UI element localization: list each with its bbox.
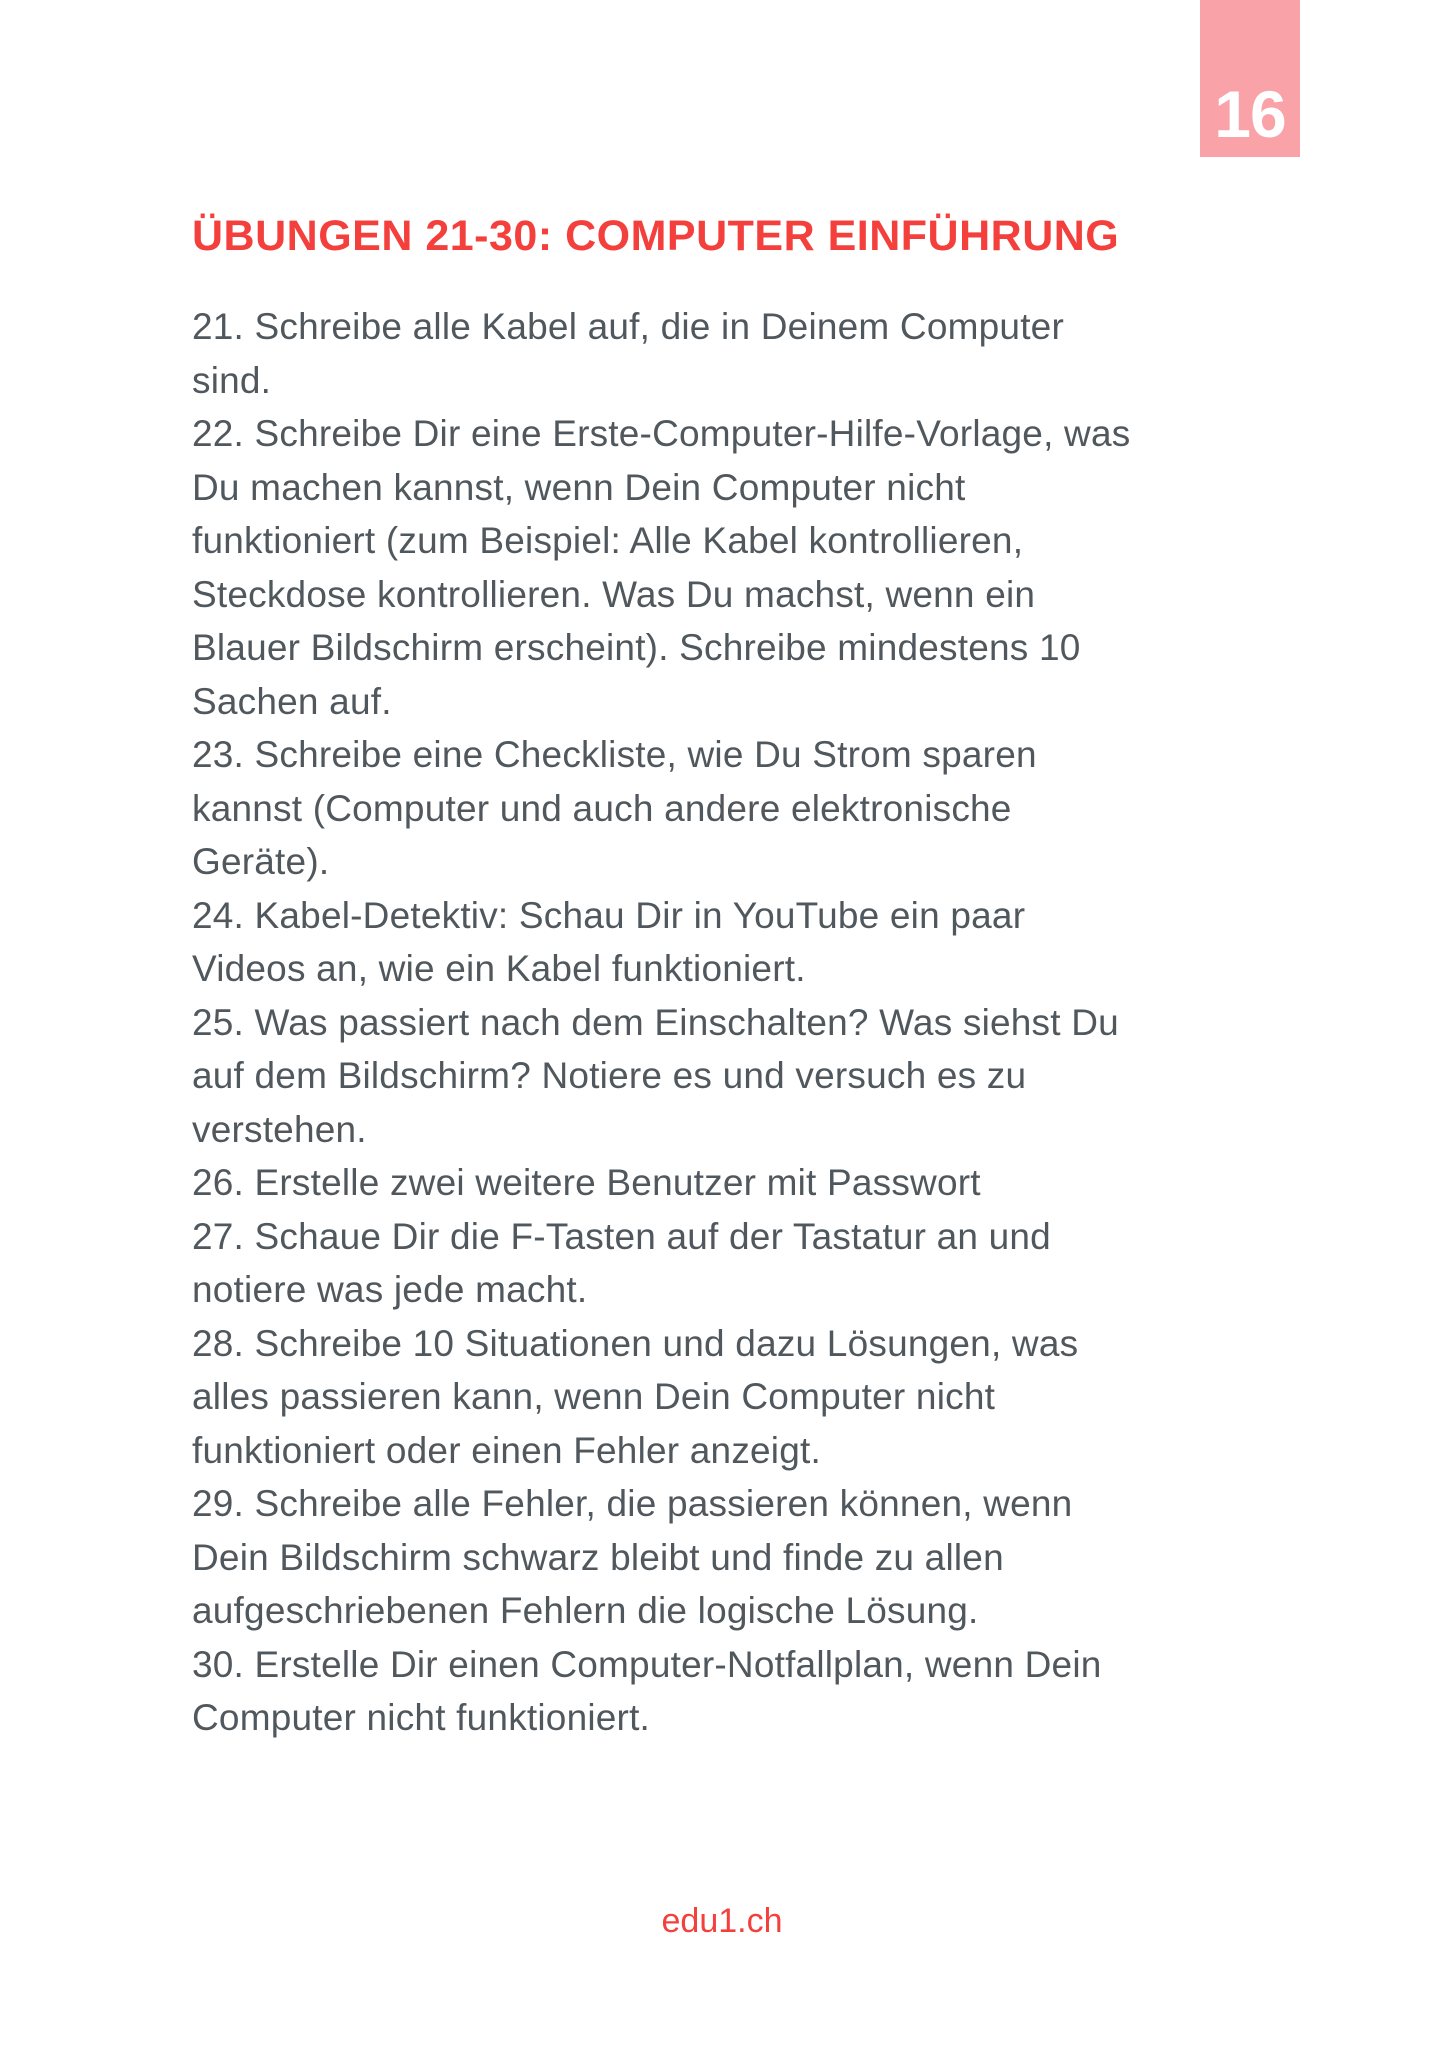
text-line: 30. Erstelle Dir einen Computer-Notfallplan, wenn Dein [192, 1643, 1102, 1685]
text-line: aufgeschriebenen Fehlern die logische Lösung. [192, 1590, 979, 1631]
footer-website-link[interactable]: edu1.ch [661, 1902, 783, 1940]
text-line: funktioniert (zum Beispiel: Alle Kabel kontrollieren, [192, 520, 1024, 561]
text-line: 24. Kabel-Detektiv: Schau Dir in YouTube ein paar [192, 894, 1026, 936]
text-line: 29. Schreibe alle Fehler, die passieren können, wenn [192, 1483, 1073, 1524]
text-line: Computer nicht funktioniert. [192, 1697, 651, 1738]
text-line: alles passieren kann, wenn Dein Computer nicht [192, 1376, 996, 1417]
text-line: funktioniert oder einen Fehler anzeigt. [192, 1429, 821, 1471]
text-line: Sachen auf. [192, 680, 392, 722]
text-line: 23. Schreibe eine Checkliste, wie Du Strom sparen [192, 734, 1037, 775]
page-title: ÜBUNGEN 21-30: COMPUTER EINFÜHRUNG [192, 212, 1120, 260]
text-line: 26. Erstelle zwei weitere Benutzer mit Passwort [192, 1162, 981, 1203]
text-line: Steckdose kontrollieren. Was Du machst, wenn ein [192, 573, 1036, 615]
exercise-list [192, 300, 1312, 1745]
text-line: sind. [192, 359, 272, 401]
page-number-badge [1200, 0, 1300, 157]
text-line: 25. Was passiert nach dem Einschalten? Was siehst Du [192, 1001, 1119, 1043]
text-line: auf dem Bildschirm? Notiere es und versuch es zu [192, 1055, 1027, 1096]
text-line: Videos an, wie ein Kabel funktioniert. [192, 948, 806, 989]
text-line: notiere was jede macht. [192, 1269, 588, 1310]
text-line: Du machen kannst, wenn Dein Computer nicht [192, 466, 966, 508]
text-line: kannst (Computer und auch andere elektronische [192, 787, 1012, 829]
text-line: 21. Schreibe alle Kabel auf, die in Deinem Computer [192, 306, 1064, 347]
text-line: 27. Schaue Dir die F-Tasten auf der Tastatur an und [192, 1215, 1051, 1257]
text-line: 22. Schreibe Dir eine Erste-Computer-Hilfe-Vorlage, was [192, 413, 1131, 454]
text-line: verstehen. [192, 1108, 367, 1150]
text-line: 28. Schreibe 10 Situationen und dazu Lösungen, was [192, 1322, 1079, 1364]
text-line: Blauer Bildschirm erscheint). Schreibe mindestens 10 [192, 627, 1081, 668]
text-line: Dein Bildschirm schwarz bleibt und finde zu allen [192, 1536, 1004, 1578]
page-number: 16 [1214, 77, 1286, 151]
text-line: Geräte). [192, 841, 330, 882]
